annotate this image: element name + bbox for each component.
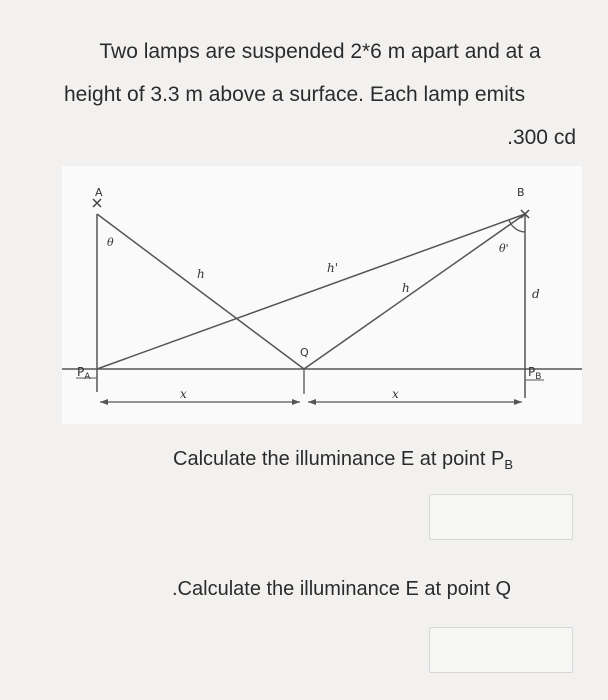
label-x-right: x [392, 387, 399, 401]
label-a: A [95, 186, 103, 199]
label-h-prime: h' [327, 261, 339, 275]
label-pa-sub: A [84, 372, 91, 382]
label-d: d [532, 287, 540, 301]
answer-input-q[interactable] [429, 627, 573, 673]
answer-input-pb[interactable] [429, 494, 573, 540]
label-pa [77, 365, 91, 382]
problem-line-3: .300 cd [507, 126, 576, 149]
problem-statement [64, 30, 576, 159]
label-pa-main: P [77, 365, 85, 379]
label-h-right: h [402, 281, 410, 295]
label-theta: θ [107, 236, 114, 249]
label-pb-main: P [528, 365, 536, 379]
question-1 [0, 448, 608, 472]
label-theta-prime: θ' [499, 242, 509, 255]
label-b: B [517, 186, 525, 199]
question-1-subscript: B [504, 457, 513, 472]
diagram-svg [62, 166, 582, 424]
problem-line-1: Two lamps are suspended 2*6 m apart and at a [99, 40, 541, 63]
label-x-left: x [180, 387, 187, 401]
label-q: Q [300, 346, 309, 359]
problem-line-2: height of 3.3 m above a surface. Each lamp emits [64, 83, 526, 106]
question-1-text: Calculate the illuminance E at point P [173, 448, 505, 470]
theta-prime-arc [509, 220, 525, 232]
label-pb [528, 365, 541, 382]
line-a-to-q [97, 214, 304, 369]
lamp-geometry-diagram [62, 166, 582, 424]
line-b-to-pa [97, 214, 525, 369]
label-h-left: h [197, 267, 205, 281]
question-2-text: .Calculate the illuminance E at point Q [172, 578, 512, 600]
label-pb-sub: B [535, 372, 542, 382]
question-2 [0, 578, 608, 601]
line-b-to-q [304, 214, 525, 369]
